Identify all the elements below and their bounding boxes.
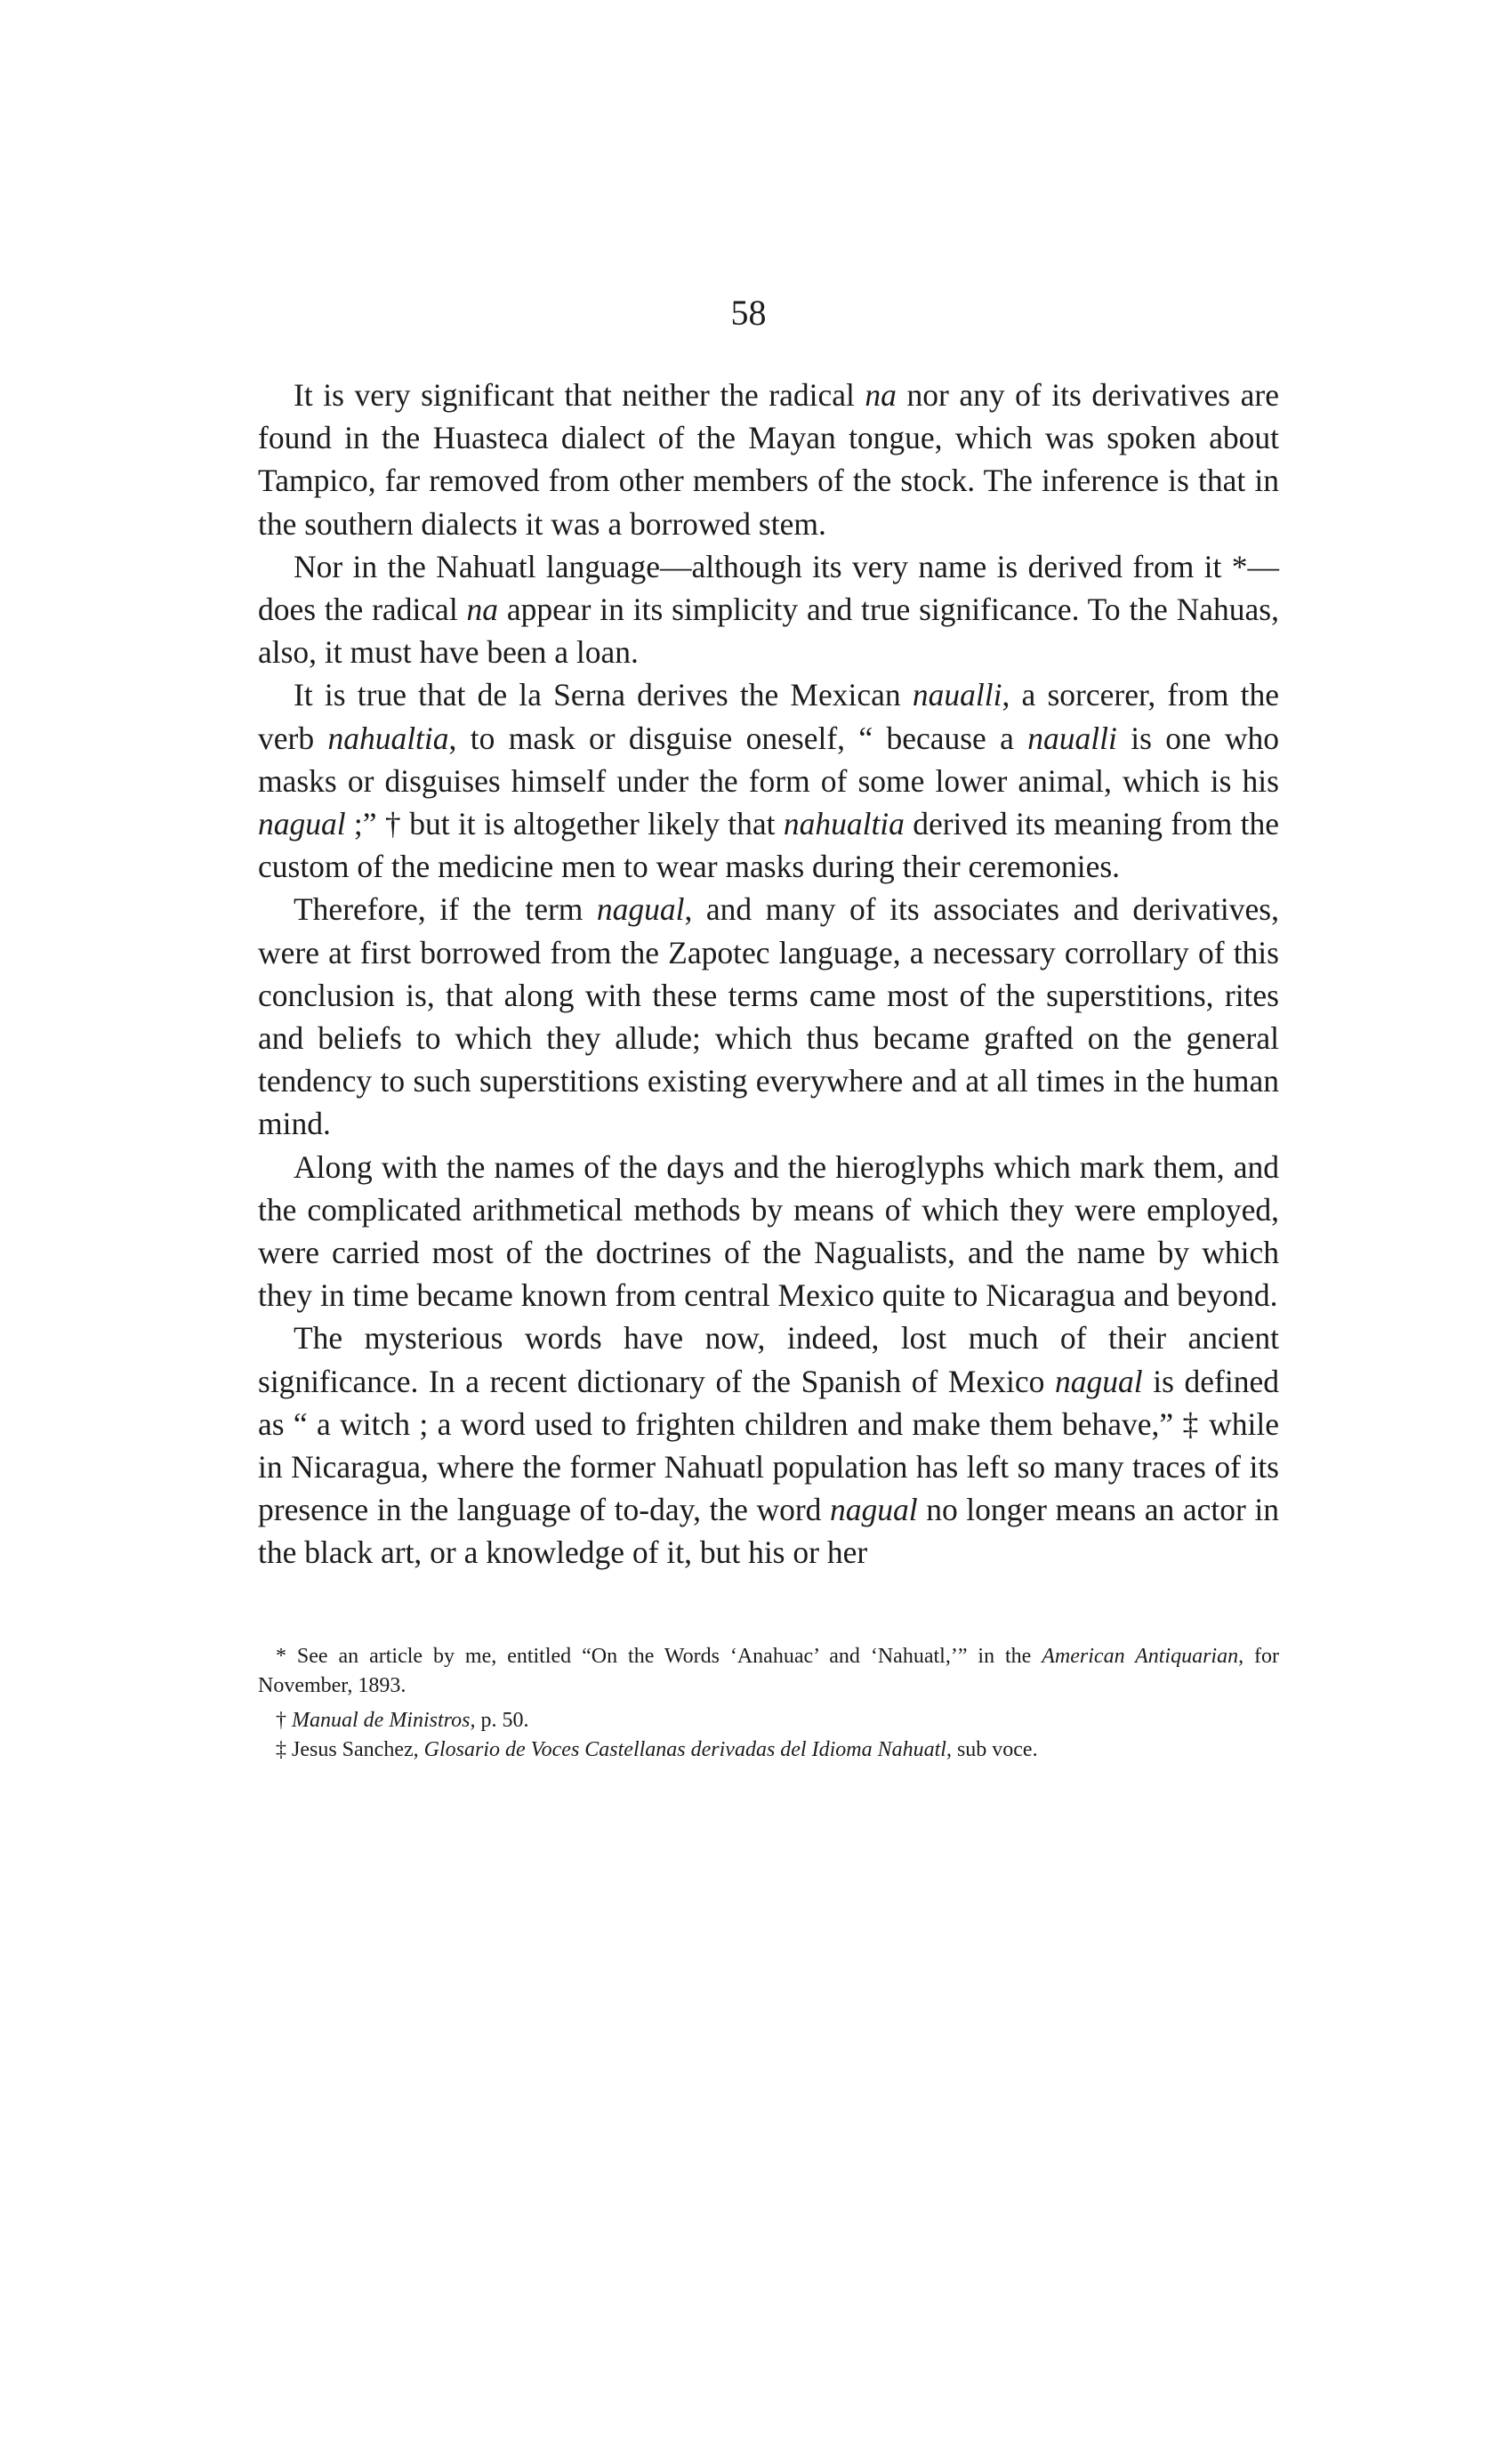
text-run: Nor in the Nahuatl language—although its very name is derived from it *—does the radical xyxy=(258,548,1279,628)
italic-term: na xyxy=(865,377,897,413)
paragraph xyxy=(258,888,1279,1145)
italic-term: Glosario de Voces Castellanas derivadas del Idioma Nahuatl xyxy=(423,1738,946,1761)
paragraph xyxy=(258,673,1279,888)
italic-term: nahualtia xyxy=(783,806,905,842)
text-run: derived its meaning from the custom of the medicine men to wear masks during their ceremonies. xyxy=(258,806,1279,885)
text-run: no longer means an actor in the black art, or a knowledge of it, but his or her xyxy=(258,1492,1279,1571)
text-run: It is true that de la Serna derives the Mexican xyxy=(294,677,913,713)
text-run: The mysterious words have now, indeed, lost much of their ancient significance. In a recent dictionary of the Spanish of Mexico xyxy=(258,1320,1279,1399)
text-run: Along with the names of the days and the hieroglyphs which mark them, and the complicated arithmetical methods by means of which they were employed, were carried most of the doctrines of the Nagualists, and the name by which they in time became known from central Mexico quite to Nicaragua and beyond. xyxy=(258,1148,1279,1314)
text-run: appear in its simplicity and true significance. To the Nahuas, also, it must have been a loan. xyxy=(258,592,1279,671)
italic-term: nagual xyxy=(1054,1363,1143,1399)
text-run: , to mask or disguise oneself, “ because a xyxy=(448,720,1028,756)
italic-term: na xyxy=(466,592,499,628)
footnote-1 xyxy=(258,1642,1279,1701)
footnote-2 xyxy=(258,1706,1279,1735)
text-run: is one who masks or disguises himself under the form of some lower animal, which is his xyxy=(258,720,1279,799)
text-run: ;” † but it is altogether likely that xyxy=(345,806,784,842)
text-run: , and many of its associates and derivatives, were at first borrowed from the Zapotec language, a necessary corrollary of this conclusion is, that along with these terms came most of the superstitions, rites and beliefs to which they allude; which thus became grafted on the general tendency to such superstitions existing everywhere and at all times in the human mind. xyxy=(258,891,1279,1142)
italic-term: nahualtia xyxy=(327,720,449,756)
italic-term: Manual de Ministros xyxy=(292,1709,471,1732)
italic-term: nagual xyxy=(596,891,685,928)
footnote-3 xyxy=(258,1735,1279,1765)
paragraph xyxy=(258,1317,1279,1574)
paragraph xyxy=(258,1146,1279,1317)
text-run: Therefore, if the term xyxy=(294,891,597,928)
text-run: , for November, 1893. xyxy=(258,1645,1279,1697)
text-run: ‡ Jesus Sanchez, xyxy=(276,1738,424,1761)
italic-term: nagual xyxy=(830,1492,918,1528)
italic-term: naualli xyxy=(912,677,1002,713)
text-run: It is very significant that neither the radical xyxy=(294,377,865,413)
text-run: is defined as “ a witch ; a word used to frighten children and make them behave,” ‡ while in Nicaragua, where the former Nahuatl population has left so many traces of its presence in the language of to-day, the word xyxy=(258,1363,1279,1528)
text-run: , sub voce. xyxy=(946,1738,1038,1761)
text-run: , p. 50. xyxy=(470,1709,529,1732)
page-number: 58 xyxy=(730,293,767,333)
paragraph xyxy=(258,545,1279,674)
italic-term: naualli xyxy=(1027,720,1117,756)
text-run: nor any of its derivatives are found in the Huasteca dialect of the Mayan tongue, which was spoken about Tampico, far removed from other members of the stock. The inference is that in the southern dialects it was a borrowed stem. xyxy=(258,377,1279,542)
italic-term: American Antiquarian xyxy=(1042,1645,1239,1668)
body-text xyxy=(258,374,1279,1574)
paragraph xyxy=(258,374,1279,545)
italic-term: nagual xyxy=(258,806,346,842)
text-run: † xyxy=(276,1709,292,1732)
text-run: , a sorcerer, from the verb xyxy=(258,677,1280,756)
text-run: * See an article by me, entitled “On the Words ‘Anahuac’ and ‘Nahuatl,’” in the xyxy=(276,1645,1042,1668)
footnotes xyxy=(258,1642,1279,1765)
